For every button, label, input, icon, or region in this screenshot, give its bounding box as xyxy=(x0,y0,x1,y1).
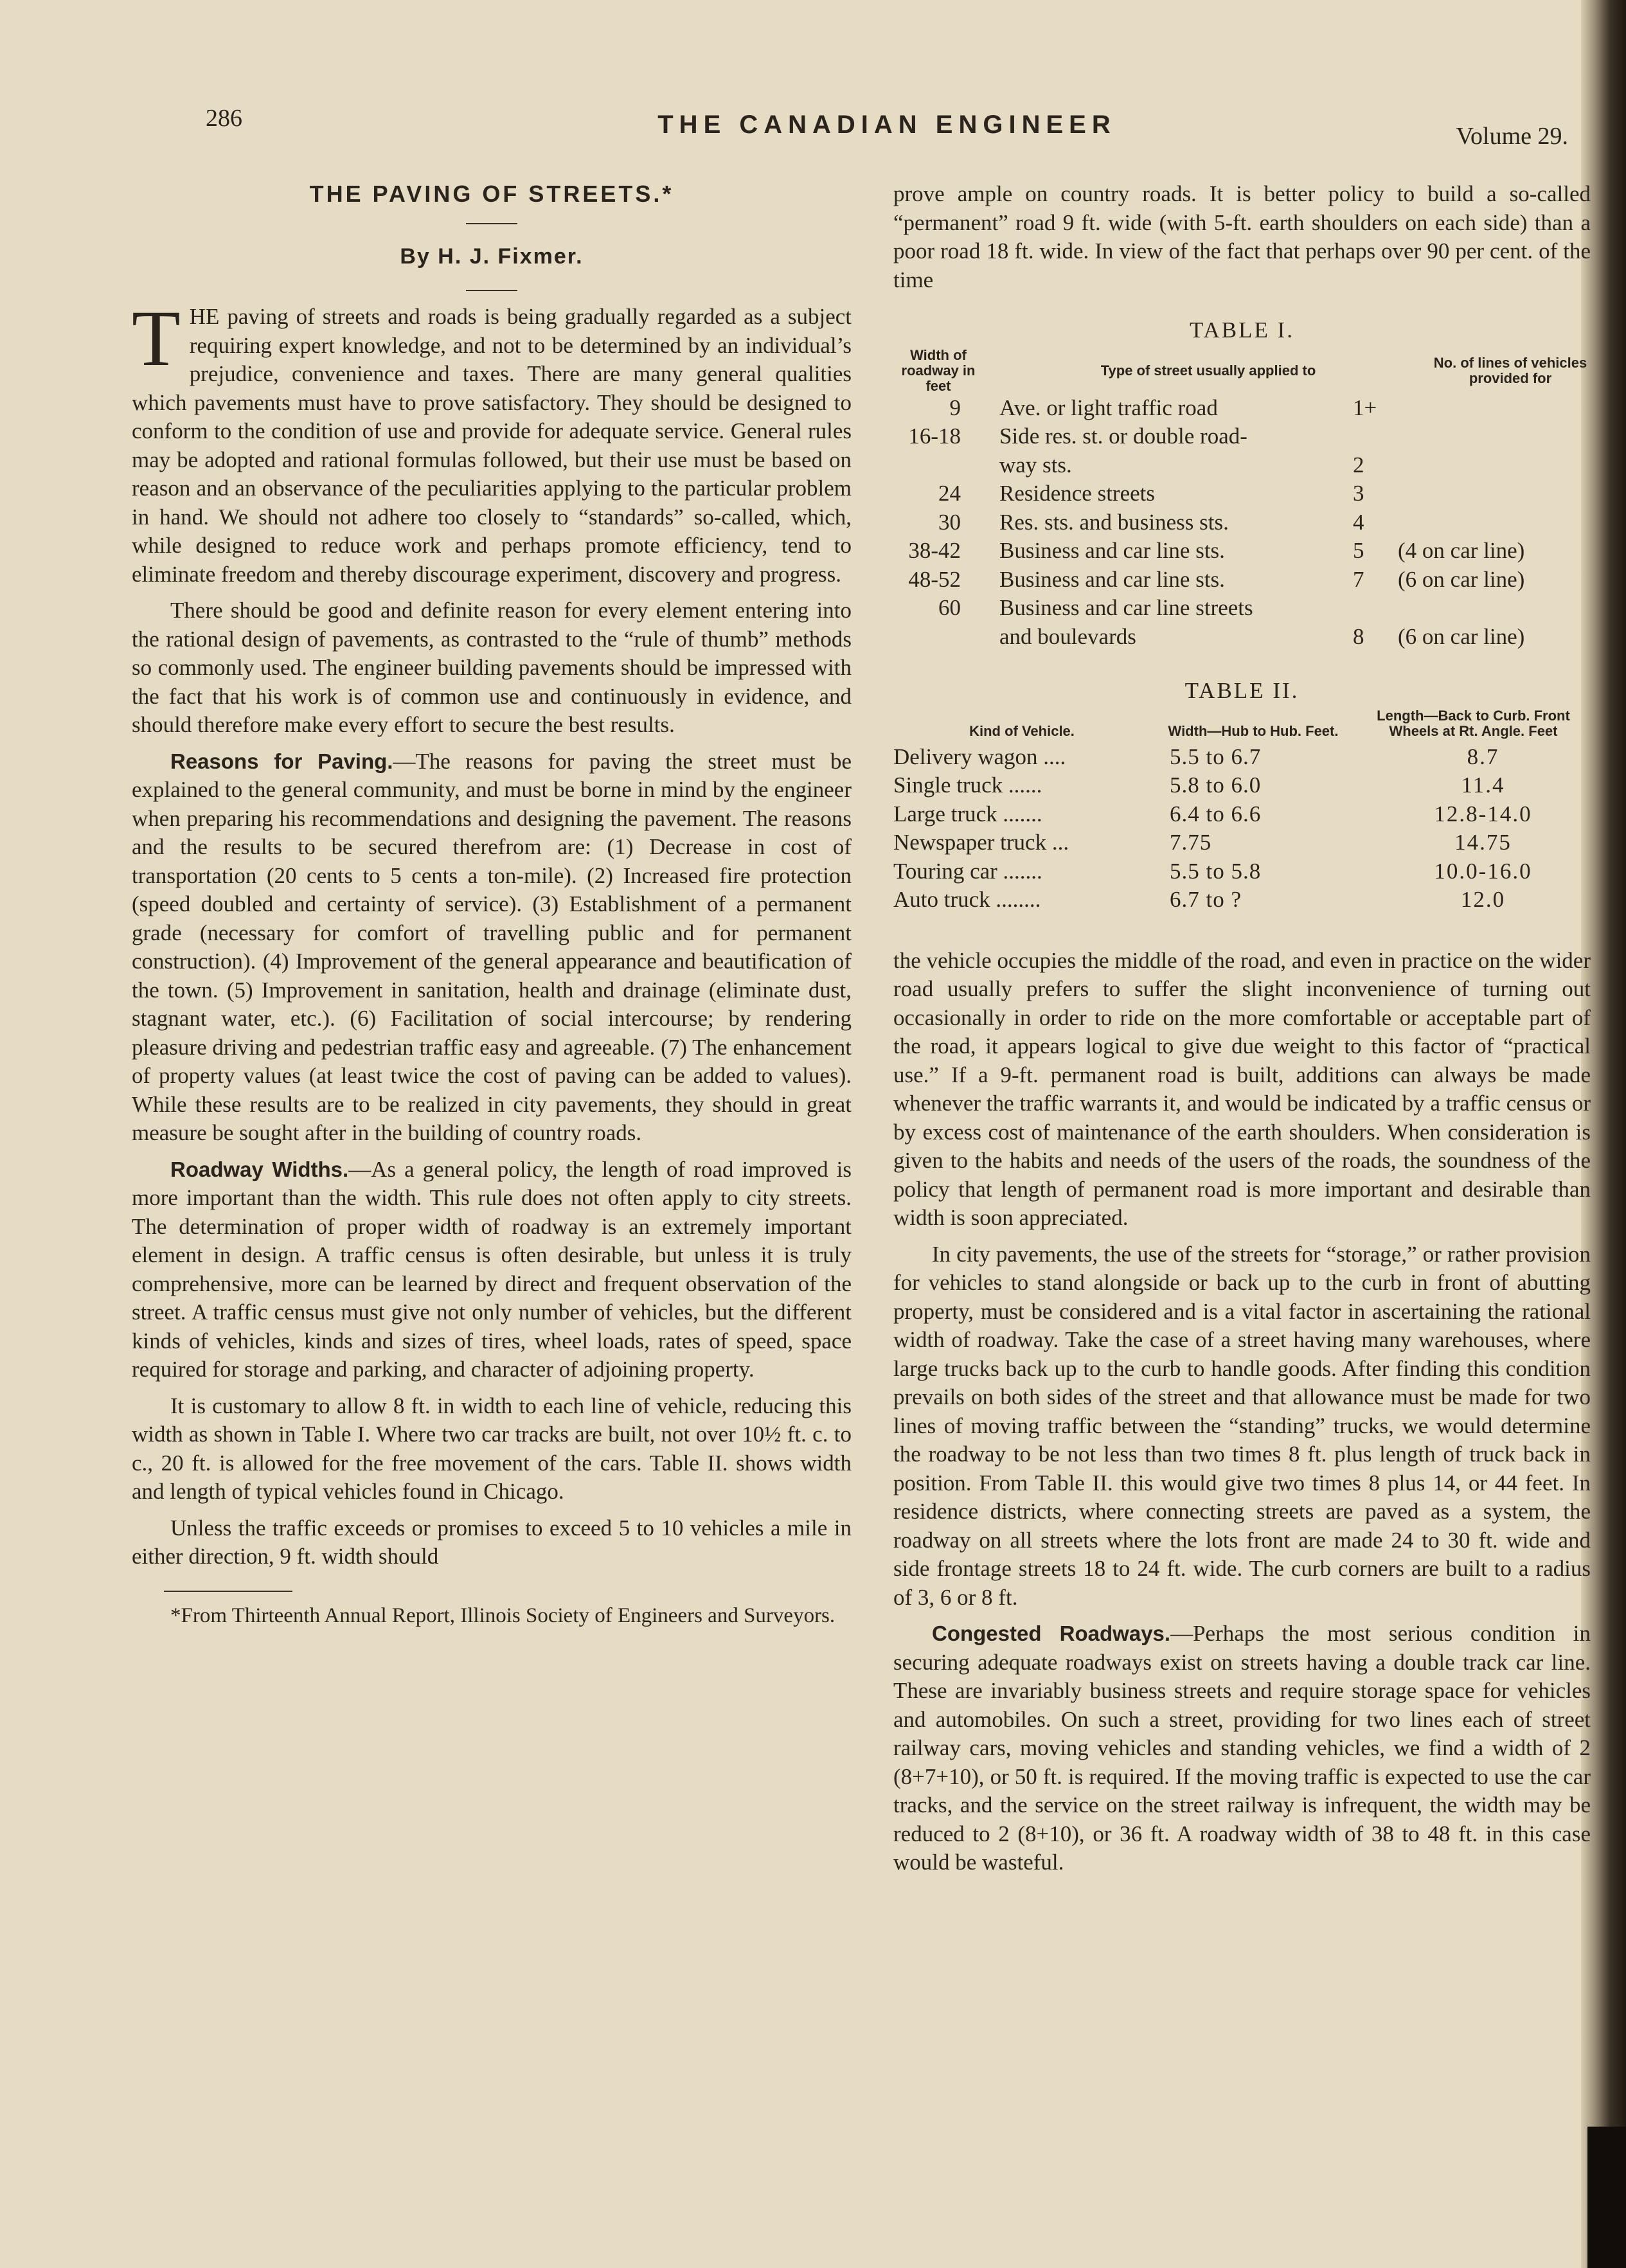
table-cell: 16-18 xyxy=(908,424,961,449)
table2-header xyxy=(893,708,1591,739)
table-cell: 24 xyxy=(938,481,961,506)
reasons-text: —The reasons for paving the street must be explained to the general community, and must be borne in mind by the engineer when preparing his recommendations and designing the pavement. The reasons and the results to be secured therefrom are: (1) Decrease in cost of transportation (20 cents to 5 cents a ton-mile). (2) Increased fire protection (speed doubled and certainty of service). (3) Establishment of a permanent grade (necessary for comfort of travelling public and for permanent construction). (4) Improvement of the general appearance and beautification of the town. (5) Improvement in sanitation, health and drainage (eliminate dust, stagnant water, etc.). (6) Facilitation of social intercourse; by rendering pleasure driving and pedestrian traffic easy and agreeable. (7) The enhancement of property values (at least twice the cost of paving can be added to values). While these results are to be realized in city pavements, they should in great measure be sought after in the building of country roads. xyxy=(132,748,852,1145)
table1-header-lines: No. of lines of vehicles provided for xyxy=(1433,354,1587,386)
table-cell: Large truck ....... xyxy=(893,801,1042,826)
title-rule xyxy=(466,223,517,224)
table1-header-width: Width of roadway in feet xyxy=(901,346,976,394)
table1-header-type: Type of street usually applied to xyxy=(1100,362,1316,379)
table-cell: Auto truck ........ xyxy=(893,887,1041,912)
intro-paragraph xyxy=(132,294,852,589)
table1 xyxy=(893,394,1591,652)
right-column xyxy=(893,180,1591,1877)
table-cell: Single truck ...... xyxy=(893,772,1042,798)
table-cell: 5.5 to 6.7 xyxy=(1170,744,1262,769)
table-cell: 48-52 xyxy=(908,566,961,592)
left-column xyxy=(132,180,852,1629)
journal-title: THE CANADIAN ENGINEER xyxy=(657,111,1116,139)
table-cell: 4 xyxy=(1353,509,1364,535)
table-cell: 30 xyxy=(938,509,961,535)
paragraph-rational-design: There should be good and definite reason for every element entering into the rational design of pavements, as contrasted to the “rule of thumb” methods so commonly used. The engineer building pavements should be impressed with the fact that his work is of common use and continuously in evidence, and should therefore make every effort to secure the best results. xyxy=(132,598,852,737)
paragraph-congested xyxy=(893,1620,1591,1877)
table1-header xyxy=(893,348,1591,394)
table-cell: 12.0 xyxy=(1460,887,1506,912)
table-cell: (6 on car line) xyxy=(1398,623,1525,649)
paragraph-unless: Unless the traffic exceeds or promises to exceed 5 to 10 vehicles a mile in either direction, 9 ft. width should xyxy=(132,1515,852,1569)
article-title: THE PAVING OF STREETS.* xyxy=(309,181,674,207)
subhead-congested: Congested Roadways. xyxy=(932,1621,1171,1645)
footnote-rule xyxy=(164,1591,292,1592)
table-cell: Side res. st. or double road- xyxy=(999,424,1247,449)
table-cell: Business and car line sts. xyxy=(999,566,1225,592)
footnote: *From Thirteenth Annual Report, Illinois Society of Engineers and Surveyors. xyxy=(170,1603,835,1627)
table-cell: 7 xyxy=(1353,566,1364,592)
table-cell: Touring car ....... xyxy=(893,858,1042,884)
table-cell: 8 xyxy=(1353,623,1364,649)
intro-text: HE paving of streets and roads is being gradually regarded as a subject requiring expert knowledge, and not to be determined by an individual’s prejudice, convenience and taxes. There are many general qualities which pavements must have to prove satisfactory. They should be designed to conform to the condition of use and provide for adequate service. General rules may be adopted and rational formulas followed, but their use must be based on reason and an observance of the peculiarities applying to the particular problem in hand. We should not adhere too closely to “standards” so-called, which, while designed to reduce work and perhaps promote efficiency, tend to eliminate freedom and thereby discourage experiment, discovery and progress. xyxy=(132,304,852,587)
table-cell: (6 on car line) xyxy=(1398,566,1525,592)
table-cell: Newspaper truck ... xyxy=(893,830,1069,855)
paragraph-city: In city pavements, the use of the streets for “storage,” or rather provision for vehicles to stand alongside or back up to the curb in front of abutting property, must be considered and is a vital factor in ascertaining the rational width of roadway. Take the case of a street having many warehouses, where large trucks back up to the curb to handle goods. After finding this condition prevails on both sides of the street and that allowance must be made for two lines of moving traffic between the “standing” trucks, we would determine the roadway to be not less than two times 8 ft. plus length of truck back in position. From Table II. this would give two times 8 plus 14, or 44 feet. In residence districts, where connecting streets are paved as a system, the roadway on all streets where the lots front are made 24 to 30 ft. wide and side frontage streets 18 to 24 ft. wide. The curb corners are built to a radius of 3, 6 or 8 ft. xyxy=(893,1241,1591,1610)
table-cell: 8.7 xyxy=(1467,744,1499,769)
table-cell: 2 xyxy=(1353,452,1364,478)
table-cell: Business and car line sts. xyxy=(999,538,1225,563)
table-cell: 3 xyxy=(1353,481,1364,506)
running-header xyxy=(206,103,1568,154)
table-cell: 6.7 to ? xyxy=(1170,887,1242,912)
table2-header-width: Width—Hub to Hub. Feet. xyxy=(1168,722,1339,739)
table-cell: (4 on car line) xyxy=(1398,538,1525,563)
table-cell xyxy=(1398,451,1591,480)
table-spacer xyxy=(893,915,1591,947)
paragraph-prove: prove ample on country roads. It is better policy to build a so-called “permanent” road 9 ft. wide (with 5-ft. earth shoulders on each side) than a poor road 18 ft. wide. In view of the fact that perhaps over 90 per cent. of the time xyxy=(893,181,1591,292)
congested-text: —Perhaps the most serious condition in securing adequate roadways exist on streets having a double track car line. These are invariably business streets and require storage space for vehicles and automobiles. On such a street, providing for two lines each of street railway cars, moving vehicles and standing vehicles, we find a width of 2 (8+7+10), or 50 ft. is required. If the moving traffic is expected to use the car tracks, and the service on the street railway is infrequent, the width may be reduced to 2 (8+10), or 36 ft. A roadway width of 38 to 48 ft. in this case would be wasteful. xyxy=(893,1621,1591,1875)
table-cell: Business and car line streets xyxy=(999,595,1253,620)
table1-title: TABLE I. xyxy=(1189,317,1295,343)
table-cell: 38-42 xyxy=(908,538,961,563)
table-cell: Ave. or light traffic road xyxy=(999,395,1218,420)
table-cell: 14.75 xyxy=(1454,830,1512,855)
table-cell xyxy=(1398,479,1591,508)
drop-cap: T xyxy=(132,294,181,382)
table-cell xyxy=(1398,508,1591,537)
table-cell: 7.75 xyxy=(1170,830,1212,855)
widths-text: —As a general policy, the length of road improved is more important than the width. This rule does not often apply to city streets. The determination of proper width of roadway is an extremely important element in design. A traffic census is often desirable, but unless it is truly comprehensive, more can be learned by direct and frequent observation of the street. A traffic census must give not only number of vehicles, but the different kinds of vehicles, kinds and sizes of tires, wheel loads, rates of speed, space required for storage and parking, and character of adjoining property. xyxy=(132,1156,852,1382)
subhead-widths: Roadway Widths. xyxy=(170,1157,349,1181)
table-cell: way sts. xyxy=(999,452,1072,478)
paragraph-customary: It is customary to allow 8 ft. in width to each line of vehicle, reducing this width as shown in Table I. Where two car tracks are built, not over 10½ ft. c. to c., 20 ft. is allowed for the free movement of the cars. Table II. shows width and length of typical vehicles found in Chicago. xyxy=(132,1393,852,1504)
table-cell: Delivery wagon .... xyxy=(893,744,1066,769)
table-cell: 5 xyxy=(1353,538,1364,563)
table-cell: 60 xyxy=(938,595,961,620)
table-cell: 11.4 xyxy=(1461,772,1505,798)
table2-title: TABLE II. xyxy=(1184,678,1300,703)
table-cell: 6.4 to 6.6 xyxy=(1170,801,1262,826)
paragraph-widths xyxy=(132,1156,852,1384)
page-number: 286 xyxy=(206,105,242,132)
table-cell: Res. sts. and business sts. xyxy=(999,509,1229,535)
paragraph-reasons xyxy=(132,747,852,1148)
table-cell: 12.8-14.0 xyxy=(1434,801,1532,826)
volume-label: Volume 29. xyxy=(1456,123,1568,150)
subhead-reasons: Reasons for Paving. xyxy=(170,749,393,773)
table-cell: 5.8 to 6.0 xyxy=(1170,772,1262,798)
table-cell: 5.5 to 5.8 xyxy=(1170,858,1262,884)
paragraph-vehicle: the vehicle occupies the middle of the road, and even in practice on the wider road usually prefers to suffer the slight inconvenience of turning out occasionally in order to ride on the more comfortable or acceptable part of the road, it appears logical to give due weight to this factor of “practical use.” If a 9-ft. permanent road is built, additions can always be made whenever the traffic warrants it, and would be indicated by a traffic census or by excess cost of maintenance of the earth shoulders. When consideration is given to the habits and needs of the users of the roads, the soundness of the policy that length of permanent road is more important and desirable than width is soon appreciated. xyxy=(893,947,1591,1230)
byline-rule xyxy=(466,290,517,291)
table-cell: and boulevards xyxy=(999,623,1136,649)
table-cell: 10.0-16.0 xyxy=(1434,858,1532,884)
page-binding-shadow xyxy=(1587,2127,1626,2268)
table2 xyxy=(893,743,1591,915)
table-cell: 1+ xyxy=(1353,395,1377,420)
table2-header-kind: Kind of Vehicle. xyxy=(969,722,1075,739)
table2-header-length: Length—Back to Curb. Front Wheels at Rt. Angle. Feet xyxy=(1377,707,1570,739)
table-cell xyxy=(1398,394,1591,423)
table-cell: Residence streets xyxy=(999,481,1155,506)
byline: By H. J. Fixmer. xyxy=(400,244,584,269)
table-cell: 9 xyxy=(949,395,961,420)
